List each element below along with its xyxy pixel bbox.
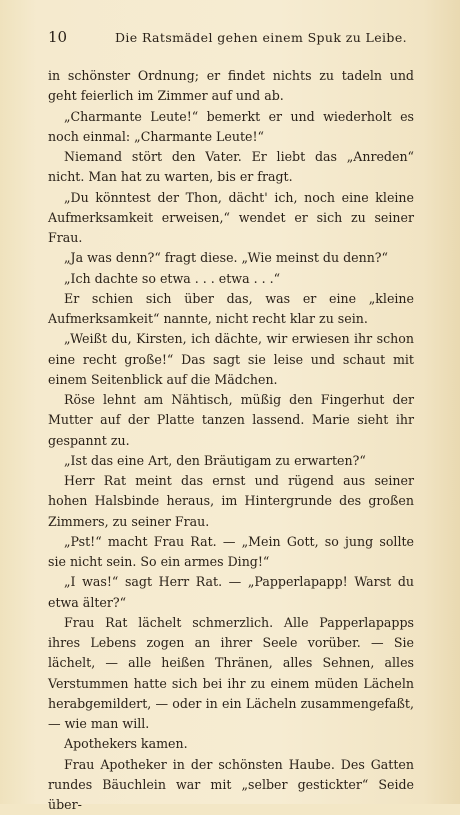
running-title: Die Ratsmädel gehen einem Spuk zu Leibe. (98, 30, 424, 45)
page-body (48, 66, 414, 815)
paragraph: Röse lehnt am Nähtisch, müßig den Fingerhut der Mutter auf der Platte tanzen lassend. Marie sieht ihr gespannt zu. (48, 390, 414, 451)
paragraph: „Charmante Leute!“ bemerkt er und wiederholt es noch einmal: „Charmante Leute!“ (48, 107, 414, 148)
paragraph: Herr Rat meint das ernst und rügend aus seiner hohen Halsbinde heraus, im Hintergrunde des großen Zimmers, zu seiner Frau. (48, 471, 414, 532)
paragraph: Er schien sich über das, was er eine „kleine Aufmerksamkeit“ nannte, nicht recht klar zu sein. (48, 289, 414, 330)
paragraph: in schönster Ordnung; er findet nichts zu tadeln und geht feierlich im Zimmer auf und ab. (48, 66, 414, 107)
page-number: 10 (48, 28, 98, 46)
paragraph: „Ich dachte so etwa . . . etwa . . .“ (48, 269, 414, 289)
paragraph: Niemand stört den Vater. Er liebt das „Anreden“ nicht. Man hat zu warten, bis er fragt. (48, 147, 414, 188)
paragraph: Frau Rat lächelt schmerzlich. Alle Papperlapapps ihres Lebens zogen an ihrer Seele vorüber. — Sie lächelt, — alle heißen Thränen, alles Sehnen, alles Verstummen hatte sich bei ihr zu einem müden Lächeln herabgemildert, — oder in ein Lächeln zusammengefaßt, — wie man will. (48, 613, 414, 735)
paragraph: „I was!“ sagt Herr Rat. — „Papperlapapp! Warst du etwa älter?“ (48, 572, 414, 613)
paragraph: Apothekers kamen. (48, 734, 414, 754)
paragraph: „Pst!“ macht Frau Rat. — „Mein Gott, so jung sollte sie nicht sein. So ein armes Ding!“ (48, 532, 414, 573)
paragraph: „Ja was denn?“ fragt diese. „Wie meinst du denn?“ (48, 248, 414, 268)
paragraph: „Weißt du, Kirsten, ich dächte, wir erwiesen ihr schon eine recht große!“ Das sagt sie leise und schaut mit einem Seitenblick auf die Mädchen. (48, 329, 414, 390)
page-header (48, 28, 424, 46)
paragraph: Frau Apotheker in der schönsten Haube. Des Gatten rundes Bäuchlein war mit „selber gestickter“ Seide über- (48, 755, 414, 815)
paragraph: „Du könntest der Thon, dächt' ich, noch eine kleine Aufmerksamkeit erweisen,“ wendet er sich zu seiner Frau. (48, 188, 414, 249)
paragraph: „Ist das eine Art, den Bräutigam zu erwarten?“ (48, 451, 414, 471)
